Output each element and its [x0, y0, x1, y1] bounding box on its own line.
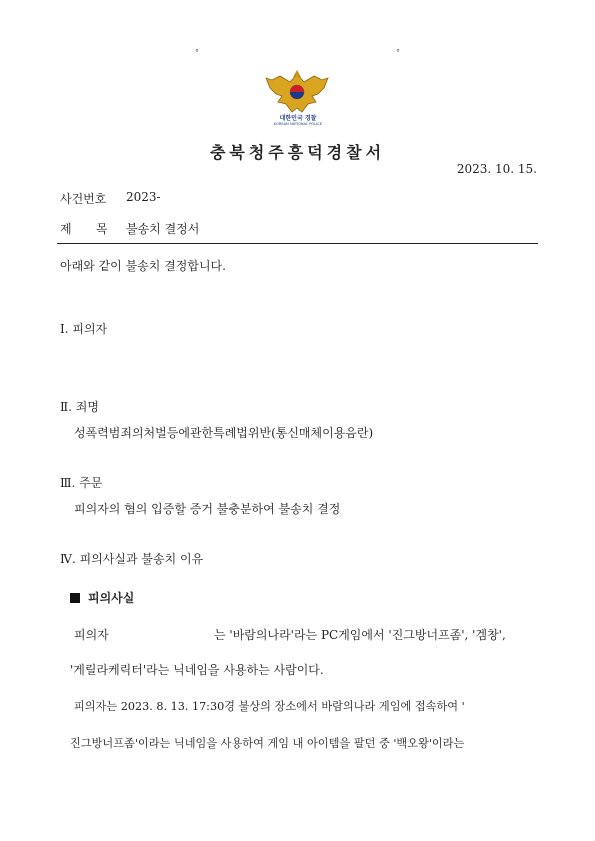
facts-line-3: 피의자는 2023. 8. 13. 17:30경 불상의 장소에서 바람의나라 게임에 접속하여 ' — [74, 700, 465, 713]
section-order-content: 피의자의 혐의 입증할 증거 불충분하여 불송치 결정 — [74, 502, 341, 516]
decor-dot: ° — [396, 48, 400, 57]
facts-line-2: '게릴라케릭터'라는 닉네임을 사용하는 사람이다. — [70, 663, 324, 677]
square-bullet-icon — [70, 593, 80, 603]
case-number-label: 사건번호 — [60, 192, 107, 206]
emblem-label: 대한민국 경찰 — [279, 115, 317, 122]
section-facts-title: Ⅳ. 피의사실과 불송치 이유 — [60, 552, 204, 566]
eagle-emblem-icon — [262, 68, 332, 116]
subject-label-2: 목 — [96, 222, 108, 236]
subject-value: 불송치 결정서 — [126, 222, 200, 236]
facts-line-1a: 피의자 — [74, 628, 109, 642]
subject-label-1: 제 — [60, 222, 72, 236]
intro-text: 아래와 같이 불송치 결정합니다. — [60, 259, 226, 273]
section-charge-content: 성폭력범죄의처벌등에관한특례법위반(통신매체이용음란) — [74, 426, 374, 440]
section-order-title: Ⅲ. 주문 — [60, 476, 103, 490]
header-divider — [57, 243, 538, 244]
emblem-sublabel: KOREAN NATIONAL POLICE — [273, 122, 323, 126]
facts-line-4: 진그방너프좀'이라는 닉네임을 사용하여 게임 내 아이템을 팔던 중 '백오왕'이라는 — [70, 737, 465, 750]
page-title: 충북청주흥덕경찰서 — [209, 143, 386, 162]
facts-heading-label: 피의사실 — [88, 591, 135, 605]
section-charge-title: Ⅱ. 죄명 — [60, 400, 99, 414]
facts-line-1b: 는 '바람의나라'라는 PC게임에서 '진그방너프좀', '겜창', — [214, 628, 506, 642]
section-suspect-title: Ⅰ. 피의자 — [60, 322, 108, 336]
decor-dot: ° — [195, 48, 199, 57]
case-number-value: 2023- — [126, 190, 161, 204]
facts-heading — [70, 589, 134, 606]
document-date: 2023. 10. 15. — [456, 162, 537, 176]
